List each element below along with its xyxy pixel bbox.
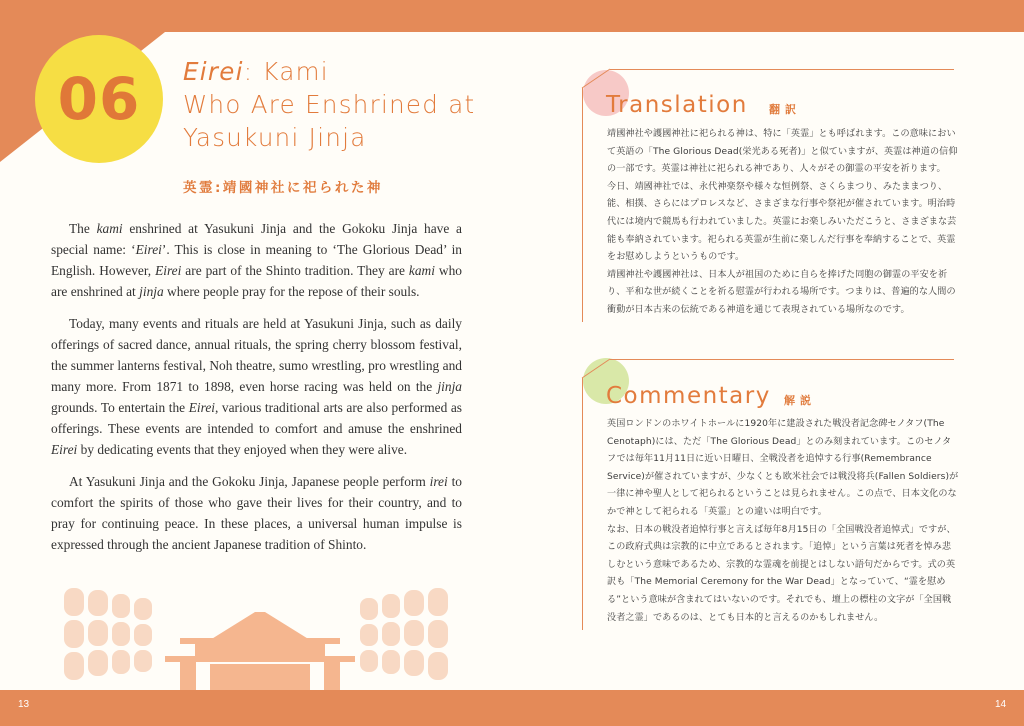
title-line2: Who Are Enshrined at — [183, 90, 476, 119]
translation-body — [607, 126, 959, 320]
ja-paragraph: 靖國神社や護國神社は、日本人が祖国のために自らを捧げた同胞の御霊の平安を祈り、平和な世が続くことを祈る慰霊が行われる場所です。つまりは、普遍的な人間の衝動が日本古来の伝統である神道を通じて表現されている場所なのです。 — [607, 269, 956, 315]
italic-term: Eirei — [188, 400, 215, 415]
ja-paragraph: 靖國神社や護國神社に祀られる神は、特に「英霊」とも呼ばれます。この意味において英語の「The Glorious Dead(栄光ある死者)」と似ていますが、英霊は神道の信仰の一部です。英霊は神社に祀られる神であり、人々がその御霊の平安を祈ります。 — [607, 129, 958, 175]
translation-side-rule — [582, 88, 583, 322]
body-english — [51, 218, 462, 566]
italic-term: kami — [408, 263, 435, 278]
shrine-illustration — [60, 578, 460, 690]
translation-slash — [580, 68, 612, 90]
ja-paragraph: 英国ロンドンのホワイトホールに1920年に建設された戦没者記念碑セノタフ(The Cenotaph)には、ただ「The Glorious Dead」とのみ刻まれています。このセノタフでは毎年11月11日に近い日曜日、全戦没者を追悼する行事(Remembrance Service)が催されていますが、少なくとも欧米社会では戦没将兵(Fallen Soldiers)が一律に神や聖人として祀られるということは見られません。この点で、日本文化のなかで神として祀られる「英霊」との違いは明白です。 — [607, 419, 959, 517]
translation-top-rule — [610, 69, 954, 70]
commentary-sub: 解説 — [784, 394, 816, 407]
body-paragraph: The kami enshrined at Yasukuni Jinja and the Gokoku Jinja have a special name: ‘Eirei’. This is close in meaning to ‘The Glorious Dead’ in English. However, Eirei are part of the Shinto tradition. They are kami who are enshrined at jinja where people pray for the repose of their souls. — [51, 221, 462, 299]
commentary-body — [607, 416, 959, 627]
translation-title: Translation — [606, 92, 748, 118]
commentary-side-rule — [582, 378, 583, 630]
shrine-building — [165, 612, 355, 690]
chapter-title-ja: 英霊:靖國神社に祀られた神 — [183, 180, 383, 196]
italic-term: jinja — [437, 379, 462, 394]
title-italic: Eirei — [183, 57, 244, 86]
body-paragraph: At Yasukuni Jinja and the Gokoku Jinja, Japanese people perform irei to comfort the spirits of those who gave their lives for their country, and to pray for continuing peace. In these places, a universal human impulse is expressed through the ancient Japanese tradition of Shinto. — [51, 474, 463, 552]
commentary-title: Commentary — [606, 383, 771, 409]
lanterns-left — [64, 588, 152, 680]
page-number-left: 13 — [18, 699, 30, 710]
title-line3: Yasukuni Jinja — [183, 123, 367, 152]
commentary-top-rule — [610, 359, 954, 360]
ja-paragraph: 今日、靖國神社では、永代神楽祭や様々な恒例祭、さくらまつり、みたままつり、能、相撲、さらにはプロレスなど、さまざまな行事や祭祀が催されています。明治時代には境内で競馬も行われていました。英霊にお楽しみいただこうと、さまざまな芸能も奉納されています。祀られる英霊が生前に楽しんだ行事を奉納することで、英霊をお慰めしようというものです。 — [607, 181, 957, 263]
chapter-title — [183, 55, 513, 154]
italic-term: Eirei — [155, 263, 182, 278]
title-line1: : Kami — [243, 57, 329, 86]
chapter-number: 06 — [57, 65, 141, 133]
italic-term: irei — [429, 474, 448, 489]
body-paragraph: Today, many events and rituals are held at Yasukuni Jinja, such as daily offerings of sacred dance, annual rituals, the spring cherry blossom festival, the summer lanterns festival, Noh theatre, sumo wrestling, pro wrestling and many more. From 1871 to 1898, even horse racing was held on the jinja grounds. To entertain the Eirei, various traditional arts are also performed as offerings. These events are intended to comfort and amuse the enshrined Eirei by dedicating events that they enjoyed when they were alive. — [51, 316, 462, 457]
translation-sub: 翻訳 — [769, 103, 801, 116]
ja-paragraph: なお、日本の戦没者追悼行事と言えば毎年8月15日の「全国戦没者追悼式」ですが、この政府式典は宗教的に中立であるとされます。「追悼」という言葉は死者を悼み悲しむという意味であるため、宗教的な霊魂を前提とはしない語句だからです。式の英訳も「The Memorial Ceremony for the War Dead」となっていて、“霊を慰める”という意味が含まれてはいないのです。それでも、壇上の標柱の文字が「全国戦没者之霊」であるのは、とても日本的と言えるのかもしれません。 — [607, 524, 956, 623]
commentary-slash — [580, 358, 612, 380]
italic-term: Eirei — [135, 242, 162, 257]
italic-term: jinja — [139, 284, 164, 299]
italic-term: Eirei — [51, 442, 78, 457]
page-number-right: 14 — [995, 699, 1007, 710]
italic-term: kami — [96, 221, 123, 236]
lanterns-right — [360, 588, 448, 680]
